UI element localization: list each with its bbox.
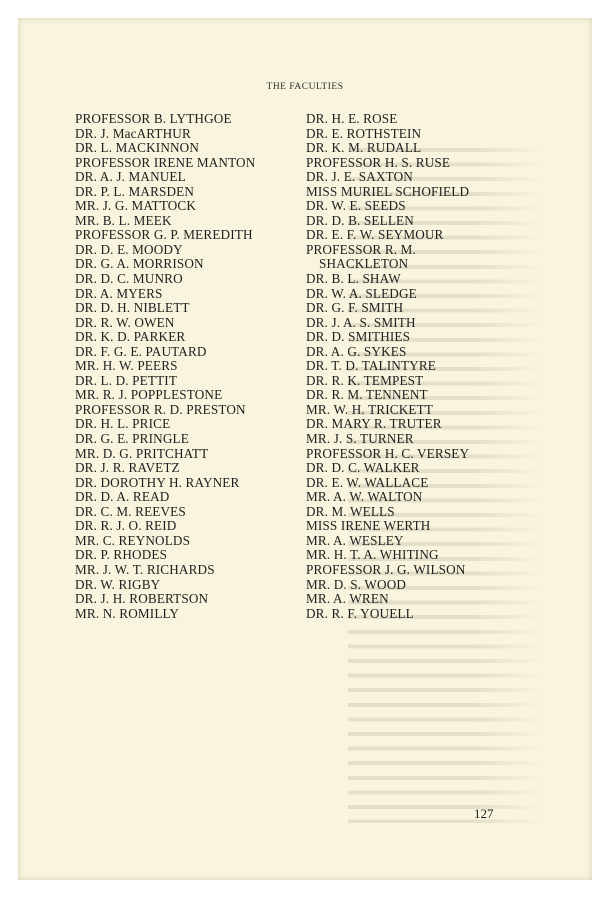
faculty-name-entry: PROFESSOR IRENE MANTON xyxy=(75,154,256,170)
book-page xyxy=(18,18,592,880)
names-column-right xyxy=(306,112,531,621)
faculty-name-entry: DR. R. J. O. REID xyxy=(75,518,177,534)
faculty-name-entry: DR. R. K. TEMPEST xyxy=(306,372,424,388)
faculty-name-entry: DR. C. M. REEVES xyxy=(75,503,186,519)
faculty-name-entry: DR. D. E. MOODY xyxy=(75,241,183,257)
faculty-name-entry: MR. W. H. TRICKETT xyxy=(306,401,434,417)
faculty-name-entry: PROFESSOR B. LYTHGOE xyxy=(75,111,232,126)
faculty-name-entry: DR. F. G. E. PAUTARD xyxy=(75,343,207,359)
faculty-name-entry: DR. E. F. W. SEYMOUR xyxy=(306,227,444,243)
faculty-name-entry: DR. E. W. WALLACE xyxy=(306,474,429,490)
faculty-name-entry: DR. L. D. PETTIT xyxy=(75,372,178,388)
faculty-name-entry: MR. D. S. WOOD xyxy=(306,576,407,592)
faculty-name-entry: DR. E. ROTHSTEIN xyxy=(306,125,422,141)
faculty-name-entry: DR. W. A. SLEDGE xyxy=(306,285,417,301)
faculty-name-entry: MR. J. G. MATTOCK xyxy=(75,198,197,214)
faculty-name-entry: DR. W. RIGBY xyxy=(75,576,161,592)
faculty-name-entry: MR. H. T. A. WHITING xyxy=(306,547,439,563)
faculty-name-entry: MR. A. WREN xyxy=(306,591,389,607)
faculty-name-entry: DR. DOROTHY H. RAYNER xyxy=(75,474,240,490)
faculty-name-entry: DR. D. C. MUNRO xyxy=(75,271,183,287)
faculty-name-entry: DR. D. H. NIBLETT xyxy=(75,300,190,316)
faculty-name-entry: DR. M. WELLS xyxy=(306,503,395,519)
faculty-name-entry: DR. G. E. PRINGLE xyxy=(75,431,189,447)
faculty-name-entry: PROFESSOR R. M. xyxy=(306,241,416,257)
faculty-name-entry: DR. G. F. SMITH xyxy=(306,300,404,316)
faculty-name-entry: MR. B. L. MEEK xyxy=(75,212,172,228)
faculty-name-entry: PROFESSOR R. D. PRESTON xyxy=(75,401,246,417)
faculty-name-entry: MR. N. ROMILLY xyxy=(75,605,180,621)
faculty-name-entry: DR. J. MacARTHUR xyxy=(75,125,191,141)
running-head: THE FACULTIES xyxy=(266,82,344,92)
faculty-name-entry: MR. D. G. PRITCHATT xyxy=(75,445,209,461)
faculty-name-entry: DR. J. E. SAXTON xyxy=(306,169,413,185)
faculty-name-entry: DR. B. L. SHAW xyxy=(306,271,401,287)
faculty-name-entry: MR. R. J. POPPLESTONE xyxy=(75,387,223,403)
faculty-name-entry: DR. R. W. OWEN xyxy=(75,314,175,330)
faculty-name-entry: DR. W. E. SEEDS xyxy=(306,198,406,214)
faculty-name-entry: DR. R. F. YOUELL xyxy=(306,605,414,621)
faculty-name-entry: DR. MARY R. TRUTER xyxy=(306,416,442,432)
faculty-name-entry: MR. A. WESLEY xyxy=(306,532,404,548)
names-column-left xyxy=(75,112,297,621)
faculty-name-entry: DR. D. A. READ xyxy=(75,489,170,505)
faculty-name-entry: PROFESSOR G. P. MEREDITH xyxy=(75,227,253,243)
faculty-name-entry: MISS IRENE WERTH xyxy=(306,518,431,534)
faculty-name-entry: DR. D. C. WALKER xyxy=(306,460,420,476)
faculty-name-entry: DR. J. R. RAVETZ xyxy=(75,460,180,476)
faculty-name-entry: PROFESSOR H. C. VERSEY xyxy=(306,445,470,461)
faculty-name-entry: DR. J. A. S. SMITH xyxy=(306,314,416,330)
faculty-name-entry: DR. K. D. PARKER xyxy=(75,329,186,345)
faculty-name-entry: DR. T. D. TALINTYRE xyxy=(306,358,436,374)
faculty-name-entry: MR. J. S. TURNER xyxy=(306,431,414,447)
faculty-name-entry: MR. J. W. T. RICHARDS xyxy=(75,561,215,577)
faculty-name-entry: DR. H. L. PRICE xyxy=(75,416,171,432)
faculty-name-entry: DR. K. M. RUDALL xyxy=(306,140,422,156)
faculty-name-entry: DR. P. RHODES xyxy=(75,547,168,563)
faculty-name-entry: DR. D. B. SELLEN xyxy=(306,212,414,228)
faculty-name-entry: DR. D. SMITHIES xyxy=(306,329,411,345)
faculty-name-entry: DR. J. H. ROBERTSON xyxy=(75,591,209,607)
faculty-name-entry: DR. H. E. ROSE xyxy=(306,111,398,126)
faculty-name-entry: PROFESSOR J. G. WILSON xyxy=(306,561,466,577)
faculty-name-entry: SHACKLETON xyxy=(319,256,409,272)
faculty-name-entry: MR. A. W. WALTON xyxy=(306,489,423,505)
faculty-name-entry: MR. C. REYNOLDS xyxy=(75,532,191,548)
faculty-name-entry: PROFESSOR H. S. RUSE xyxy=(306,154,451,170)
faculty-name-entry: MISS MURIEL SCHOFIELD xyxy=(306,183,470,199)
page-number: 127 xyxy=(474,806,494,821)
faculty-name-entry: MR. H. W. PEERS xyxy=(75,358,178,374)
faculty-name-entry: DR. R. M. TENNENT xyxy=(306,387,428,403)
faculty-name-entry: DR. A. MYERS xyxy=(75,285,163,301)
faculty-name-entry: DR. G. A. MORRISON xyxy=(75,256,204,272)
faculty-name-entry: DR. L. MACKINNON xyxy=(75,140,200,156)
faculty-name-entry: DR. A. G. SYKES xyxy=(306,343,407,359)
faculty-name-entry: DR. P. L. MARSDEN xyxy=(75,183,195,199)
faculty-name-entry: DR. A. J. MANUEL xyxy=(75,169,186,185)
